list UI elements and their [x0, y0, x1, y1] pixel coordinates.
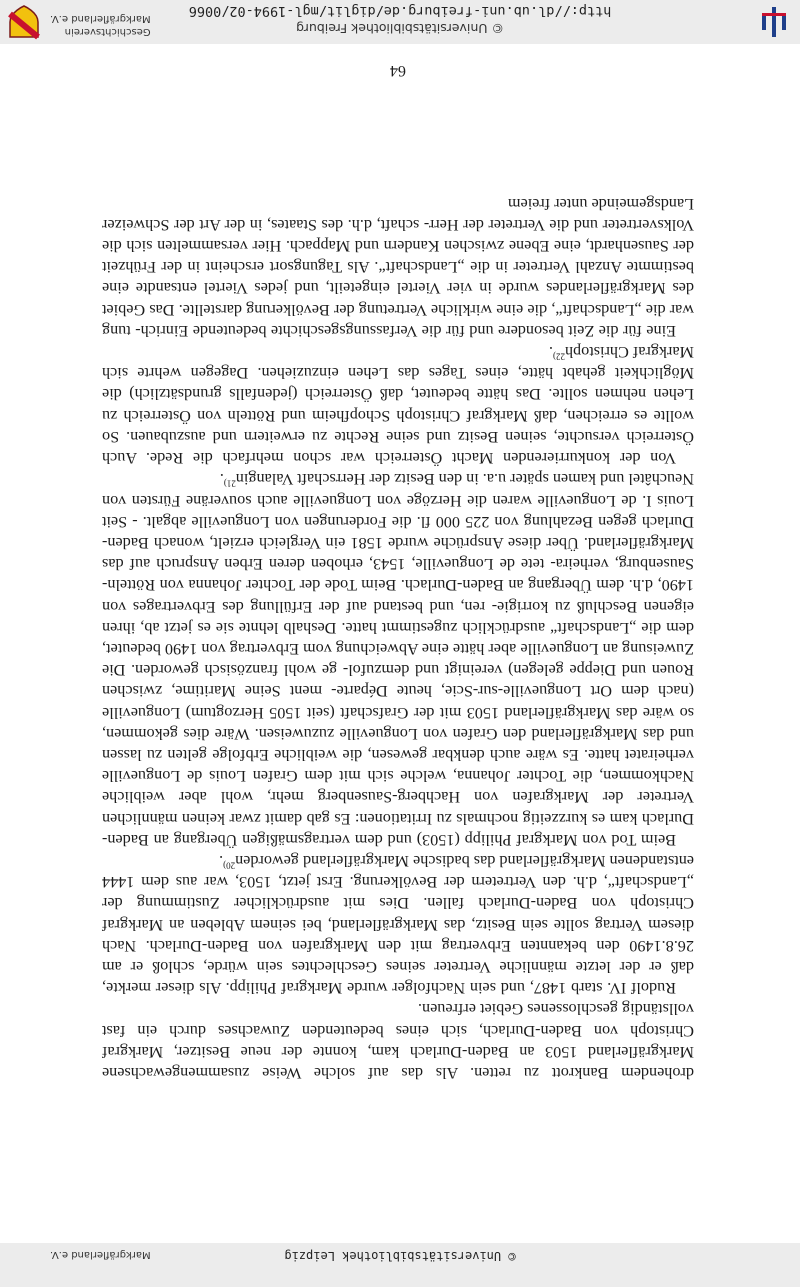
society-crest-icon — [6, 4, 42, 40]
footer-banner — [0, 0, 800, 44]
paragraph-text: Eine für die Zeit besondere und für die Verfassungsgeschichte bedeutende Einrich- tung war die „Landschaft“, die eine wirkliche Vertretung der Bevölkerung darstellte. Das Gebiet des Markgräflerlandes wurde in vier Viertel eingeteilt, und jedes Viertel entsandte eine bestimmte Anzahl Vertreter in die „Landschaft“. Als Tagungsort erscheint in der Frühzeit der Sausenhardt, eine Ebene zwischen Kandern und Mappach. Hier versammelten sich die Volksvertreter und die Vertreter der Herr- schaft, d.h. des Staates, in der Art der Schweizer Landsgemeinde unter freiem — [102, 194, 694, 340]
paragraph: Beim Tod von Markgraf Philipp (1503) und dem vertragsmäßigen Übergang an Baden-Durlach kam es kurzzeitig nochmals zu Irritationen: Es gab damit zwar keinen männlichen Vertreter der Markgrafen von Hachberg-Sausenberg mehr, wohl aber weibliche Nachkommen, die Tochter Johanna, welche sich mit dem Grafen Louis de Longueville verheiratet hatte. Es wäre auch denkbar gewesen, die weibliche Erbfolge gelten zu lassen und das Markgräflerland den Grafen von Longueville zuzuweisen. Wäre dies gekommen, so wäre das Markgräflerland 1503 mit der Grafschaft (seit 1505 Herzogtum) Longueville (nach dem Ort Longueville-sur-Scie, heute Départe- ment Seine Maritime, zwischen Rouen und Dieppe gelegen) vereinigt und demzufol- ge wohl französisch geworden. Die Zuweisung an Longueville aber hätte eine Abweichung vom Erbvertrag von 1490 bedeutet, dem die „Landschaft“ ausdrücklich zugestimmt hatte. Deshalb lehnte sie es jetzt ab, ihren eigenen Beschluß zu korrigie- ren, und bestand auf der Erfüllung des Erbvertrages von 1490, d.h. dem Übergang an Baden-Durlach. Beim Tode der Tochter Johanna von Rötteln-Sausenburg, verheira- tete de Longueville, 1543, erhoben deren Erben Anspruch auf das Markgräflerland. Über diese Ansprüche wurde 1581 ein Vergleich erzielt, wonach Baden-Durlach gegen Bezahlung von 225 000 fl. die Forderungen von Longueville abgalt. - Seit Louis I. de Longueville waren die Herzöge von Longueville auch souveräne Fürsten von Neuchâtel und kamen später u.a. in den Besitz der Herrschaft Valangin$^{21)}$. — [102, 470, 694, 849]
paragraph-text: drohendem Bankrott zu retten. Als das auf solche Weise zusammengewachsene Markgräflerland 1503 an Baden-Durlach kam, konnte der neue Besitzer, Markgraf Christoph von Baden-Durlach, sich eines bedeutenden Zuwachses durch ein fast vollständig geschlossenes Gebiet erfreuen. — [102, 1000, 694, 1082]
society-line-1: Geschichtsverein — [64, 26, 151, 37]
footer-url-link[interactable]: http://dl.ub.uni-freiburg.de/diglit/mgl-1994-02/0066 — [188, 3, 612, 19]
paragraph: Von der konkurrierenden Macht Österreich war schon mehrfach die Rede. Auch Österreich versuchte, seinen Besitz und seine Rechte zu erweitern und auszubauen. So wollte es erreichen, daß Markgraf Christoph Schopfheim und Rötteln von Österreich zu Lehen nehmen sollte. Das hätte bedeutet, daß Österreich (jedenfalls grundsätzlich) die Möglichkeit gehabt hätte, eines Tages das Lehen einzuziehen. Dagegen wehrte sich Markgraf Christoph$^{22)}$. — [102, 343, 694, 468]
paragraph-text: Beim Tod von Markgraf Philipp (1503) und dem vertragsmäßigen Übergang an Baden-Durlach kam es kurzzeitig nochmals zu Irritationen: Es gab damit zwar keinen männlichen Vertreter der Markgrafen von Hachberg-Sausenberg mehr, wohl aber weibliche Nachkommen, die Tochter Johanna, welche sich mit dem Grafen Louis de Longueville verheiratet hatte. Es wäre auch denkbar gewesen, die weibliche Erbfolge gelten zu lassen und das Markgräflerland den Grafen von Longueville zuzuweisen. Wäre dies gekommen, so wäre das Markgräflerland 1503 mit der Grafschaft (seit 1505 Herzogtum) Longueville (nach dem Ort Longueville-sur-Scie, heute Départe- ment Seine Maritime, zwischen Rouen und Dieppe gelegen) vereinigt und demzufol- ge wohl französisch geworden. Die Zuweisung an Longueville aber hätte eine Abweichung vom Erbvertrag von 1490 bedeutet, dem die „Landschaft“ ausdrücklich zugestimmt hatte. Deshalb lehnte sie es jetzt ab, ihren eigenen Beschluß zu korrigie- ren, und bestand auf der Erfüllung des Erbvertrages von 1490, d.h. dem Übergang an Baden-Durlach. Beim Tode der Tochter Johanna von Rötteln-Sausenburg, verheira- tete de Longueville, 1543, erhoben deren Erben Anspruch auf das Markgräflerland. Über diese Ansprüche wurde 1581 ein Vergleich erzielt, wonach Baden-Durlach gegen Bezahlung von 225 000 fl. die Forderungen von Longueville abgalt. - Seit Louis I. de Longueville waren die Herzöge von Longueville auch souveräne Fürsten von Neuchâtel und kamen später u.a. in den Besitz der Herrschaft Valangin — [102, 470, 694, 849]
footnote-marker: 20) — [223, 860, 236, 871]
society-line-2: Markgräflerland e.V. — [50, 13, 151, 24]
paragraph — [102, 192, 694, 340]
paragraph-text: Rudolf IV. starb 1487, und sein Nachfolger wurde Markgraf Philipp. Als dieser merkte, daß er der letzte männliche Vertreter seines Geschlechtes sein würde, schloß er am 26.8.1490 den bekannten Erbvertrag mit den Markgrafen von Baden-Durlach. Nach diesem Vertrag sollte sein Besitz, das Markgräflerland, bei seinem Ableben an Markgraf Christoph von Baden-Durlach fallen. Dies mit ausdrücklicher Zustimmung der „Landschaft“, d.h. den Vertretern der Bevölkerung. Erst jetzt, 1503, war aus dem 1444 entstandenen Markgräflerland das badische Markgräflerland geworden — [102, 851, 694, 998]
top-partial-banner — [0, 1243, 800, 1287]
page-number: 64 — [390, 62, 406, 79]
paragraph — [102, 998, 694, 1083]
top-banner-society: Markgräflerland e.V. — [50, 1249, 151, 1260]
footnote-marker: 21) — [223, 478, 236, 489]
footer-copyright: © Universitätsbibliothek Freiburg — [296, 21, 504, 36]
document-page — [102, 62, 694, 1083]
body-text — [102, 192, 694, 1083]
society-name — [50, 12, 151, 38]
paragraph: Rudolf IV. starb 1487, und sein Nachfolger wurde Markgraf Philipp. Als dieser merkte, daß er der letzte männliche Vertreter seines Geschlechtes sein würde, schloß er am 26.8.1490 den bekannten Erbvertrag mit den Markgrafen von Baden-Durlach. Nach diesem Vertrag sollte sein Besitz, das Markgräflerland, bei seinem Ableben an Markgraf Christoph von Baden-Durlach fallen. Dies mit ausdrücklicher Zustimmung der „Landschaft“, d.h. den Vertretern der Bevölkerung. Erst jetzt, 1503, war aus dem 1444 entstandenen Markgräflerland das badische Markgräflerland geworden$^{20)}$. — [102, 851, 694, 998]
footnote-marker: 22) — [552, 351, 565, 362]
top-banner-copyright: © Universitätsbibliothek Leipzig — [284, 1249, 516, 1263]
paragraph-text: Von der konkurrierenden Macht Österreich war schon mehrfach die Rede. Auch Österreich versuchte, seinen Besitz und seine Rechte zu erweitern und auszubauen. So wollte es erreichen, daß Markgraf Christoph Schopfheim und Rötteln von Österreich zu Lehen nehmen sollte. Das hätte bedeutet, daß Österreich (jedenfalls grundsätzlich) die Möglichkeit gehabt hätte, eines Tages das Lehen einzuziehen. Dagegen wehrte sich Markgraf Christoph — [102, 343, 694, 468]
